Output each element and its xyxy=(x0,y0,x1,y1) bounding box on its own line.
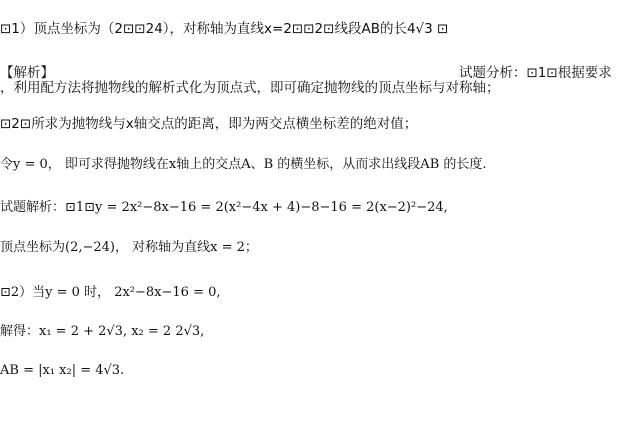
zero-equation-line: ⊡2）当y = 0 时， 2x²−8x−16 = 0, xyxy=(0,285,221,300)
segment-length-line: AB = |x₁ x₂| = 4√3. xyxy=(0,363,125,378)
analysis-intro: 试题分析：⊡1⊡根据要求 xyxy=(459,65,612,81)
vertex-axis-line: 顶点坐标为(2,−24)， 对称轴为直线x = 2； xyxy=(0,240,258,255)
answer-line-1: ⊡1）顶点坐标为（2⊡⊡24），对称轴为直线x=2⊡⊡2⊡线段AB的长4√3 ⊡ xyxy=(0,21,449,37)
solution-equation-line: 试题解析：⊡1⊡y = 2x²−8x−16 = 2(x²−4x + 4)−8−16 = 2(x−2)²−24, xyxy=(0,200,448,215)
analysis-step-1: ，利用配方法将抛物线的解析式化为顶点式，即可确定抛物线的顶点坐标与对称轴； xyxy=(0,80,500,96)
analysis-step-2: ⊡2⊡所求为抛物线与x轴交点的距离，即为两交点横坐标差的绝对值； xyxy=(0,116,418,132)
roots-line: 解得：x₁ = 2 + 2√3, x₂ = 2 2√3, xyxy=(0,324,205,339)
analysis-step-3: 令y = 0， 即可求得抛物线在x轴上的交点A、B 的横坐标，从而求出线段AB 的长度. xyxy=(0,157,487,172)
analysis-heading: 【解析】 xyxy=(0,65,54,81)
